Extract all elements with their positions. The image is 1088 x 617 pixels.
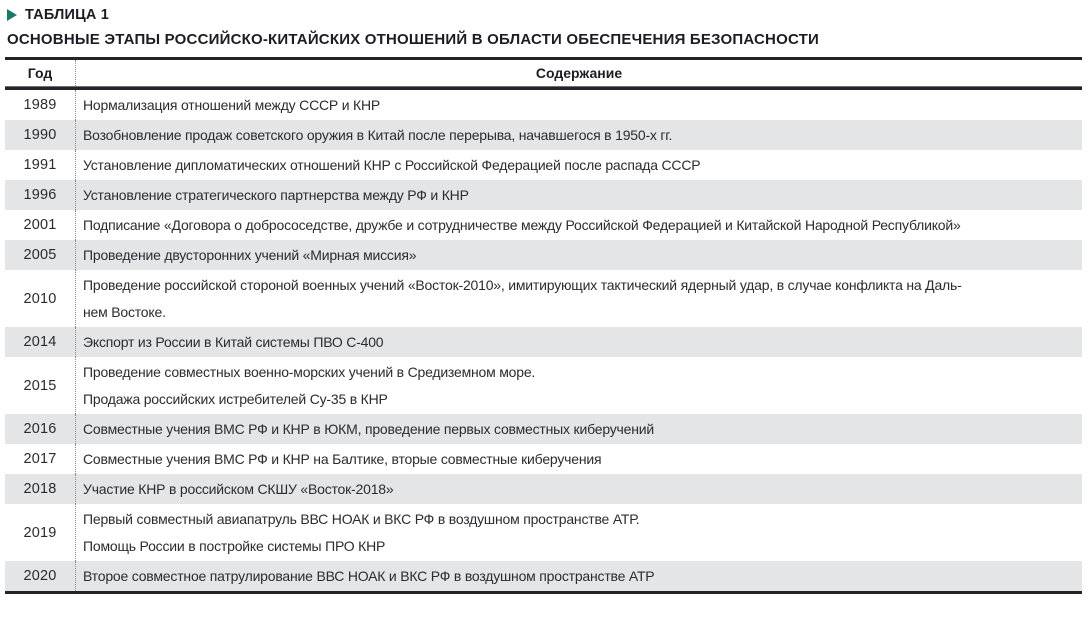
content-cell: [76, 120, 1082, 150]
header-cell-year: Год: [5, 60, 76, 86]
table-row: [5, 120, 1082, 150]
table-row: [5, 150, 1082, 180]
year-cell: 1996: [5, 180, 76, 210]
content-line: Экспорт из России в Китай системы ПВО С-400: [83, 333, 384, 350]
content-line: нем Востоке.: [83, 303, 166, 320]
table-row: [5, 240, 1082, 270]
content-line: Установление дипломатических отношений КНР с Российской Федерацией после распада СССР: [83, 156, 701, 173]
table-row: [5, 444, 1082, 474]
content-line: Подписание «Договора о добрососедстве, дружбе и сотрудничестве между Российской Федерацией и Китайской Народной Республикой»: [83, 216, 961, 233]
content-cell: [76, 504, 1082, 561]
table-body: [5, 90, 1082, 591]
content-cell: [76, 414, 1082, 444]
content-cell: [76, 90, 1082, 120]
content-line: Участие КНР в российском СКШУ «Восток-2018»: [83, 480, 394, 497]
table-row: [5, 504, 1082, 561]
content-cell: [76, 357, 1082, 414]
table-row: [5, 210, 1082, 240]
table-number-label: ТАБЛИЦА 1: [25, 7, 110, 23]
content-line: Проведение двусторонних учений «Мирная миссия»: [83, 246, 417, 263]
table-row: [5, 180, 1082, 210]
year-cell: 2016: [5, 414, 76, 444]
content-line: Второе совместное патрулирование ВВС НОАК и ВКС РФ в воздушном пространстве АТР: [83, 567, 655, 584]
table-row: [5, 561, 1082, 591]
content-cell: [76, 270, 1082, 327]
table-heading: ОСНОВНЫЕ ЭТАПЫ РОССИЙСКО-КИТАЙСКИХ ОТНОШЕНИЙ В ОБЛАСТИ ОБЕСПЕЧЕНИЯ БЕЗОПАСНОСТИ: [7, 31, 819, 48]
content-line: Возобновление продаж советского оружия в Китай после перерыва, начавшегося в 1950-х гг.: [83, 126, 673, 143]
table-number-line: [7, 7, 1080, 23]
content-line: Помощь России в постройке системы ПРО КНР: [83, 537, 386, 554]
year-cell: 2001: [5, 210, 76, 240]
table-row: [5, 414, 1082, 444]
security-relations-table: [5, 57, 1082, 594]
year-cell: 2005: [5, 240, 76, 270]
year-cell: 2010: [5, 270, 76, 327]
triangle-right-icon: [7, 9, 17, 21]
content-line: Совместные учения ВМС РФ и КНР в ЮКМ, проведение первых совместных киберучений: [83, 420, 654, 437]
content-cell: [76, 474, 1082, 504]
content-line: Продажа российских истребителей Су-35 в КНР: [83, 390, 388, 407]
table-row: [5, 327, 1082, 357]
table-row: [5, 357, 1082, 414]
table-row: [5, 90, 1082, 120]
content-cell: [76, 240, 1082, 270]
content-line: Нормализация отношений между СССР и КНР: [83, 96, 381, 113]
year-cell: 2014: [5, 327, 76, 357]
header-cell-content: Содержание: [535, 65, 623, 81]
content-cell: [76, 444, 1082, 474]
year-cell: 1991: [5, 150, 76, 180]
content-cell: [76, 150, 1082, 180]
content-line: Проведение совместных военно-морских учений в Средиземном море.: [83, 363, 536, 380]
year-cell: 1989: [5, 90, 76, 120]
table-bottom-rule: [5, 591, 1082, 594]
table-row: [5, 474, 1082, 504]
table-title-block: [0, 0, 1088, 48]
year-cell: 2019: [5, 504, 76, 561]
year-cell: 1990: [5, 120, 76, 150]
content-line: Проведение российской стороной военных учений «Восток-2010», имитирующих тактический ядерный удар, в случае конфликта на Даль-: [83, 276, 962, 293]
content-cell: [76, 180, 1082, 210]
content-line: Установление стратегического партнерства между РФ и КНР: [83, 186, 469, 203]
content-line: Первый совместный авиапатруль ВВС НОАК и ВКС РФ в воздушном пространстве АТР.: [83, 510, 640, 527]
year-cell: 2017: [5, 444, 76, 474]
content-cell: [76, 327, 1082, 357]
year-cell: 2015: [5, 357, 76, 414]
content-cell: [76, 561, 1082, 591]
table-header-row: [5, 60, 1082, 86]
table-row: [5, 270, 1082, 327]
year-cell: 2018: [5, 474, 76, 504]
content-line: Совместные учения ВМС РФ и КНР на Балтике, вторые совместные киберучения: [83, 450, 602, 467]
year-cell: 2020: [5, 561, 76, 591]
content-cell: [76, 210, 1082, 240]
